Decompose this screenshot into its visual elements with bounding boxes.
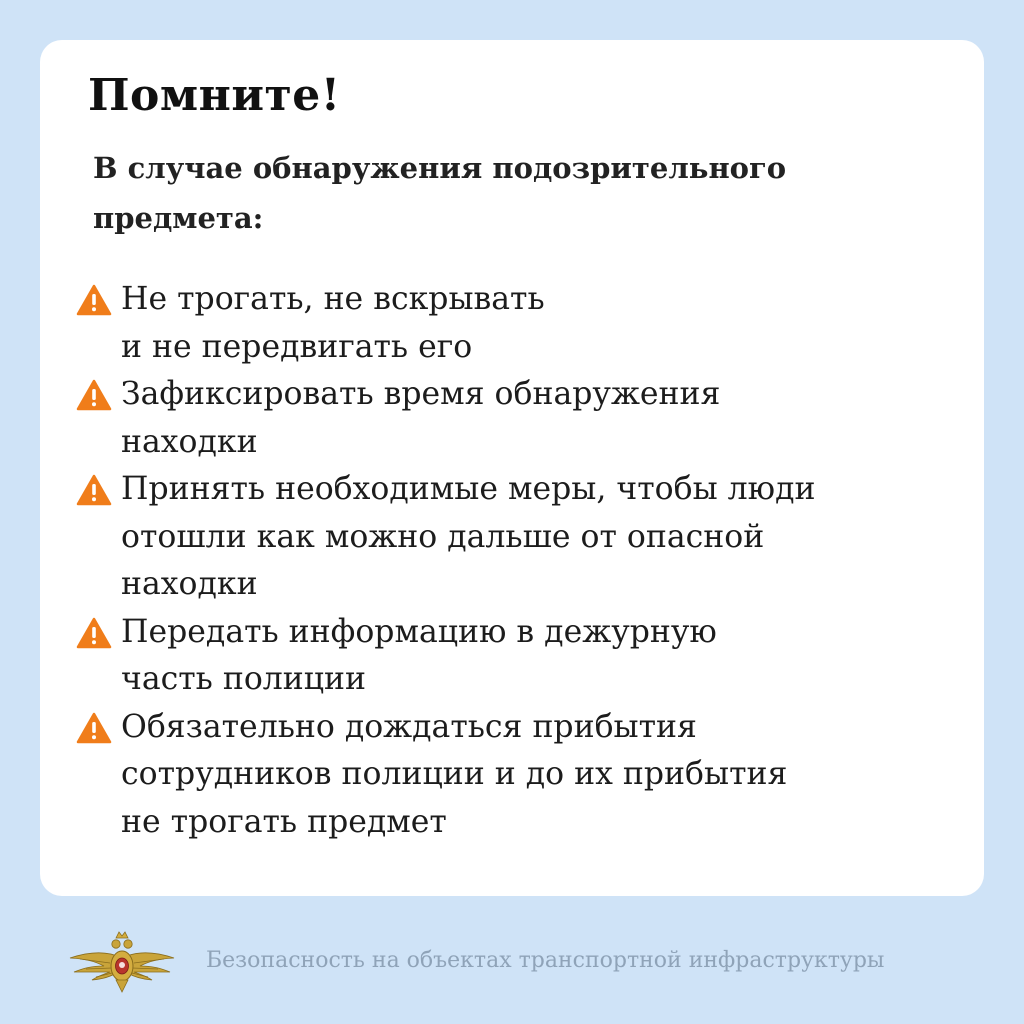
info-card xyxy=(40,40,984,896)
list-item xyxy=(76,609,976,704)
footer-caption: Безопасность на объектах транспортной инфраструктуры xyxy=(206,948,885,973)
instruction-list xyxy=(76,276,976,846)
list-item xyxy=(76,704,976,847)
list-item-text: Принять необходимые меры, чтобы люди отошли как можно дальше от опасной находки xyxy=(121,471,816,602)
page-title: Помните! xyxy=(88,70,341,121)
warning-icon xyxy=(76,284,112,316)
warning-icon xyxy=(76,379,112,411)
warning-icon xyxy=(76,474,112,506)
list-item-text: Не трогать, не вскрывать и не передвигать его xyxy=(121,281,545,365)
list-item-text: Обязательно дождаться прибытия сотрудников полиции и до их прибытия не трогать предмет xyxy=(121,708,788,840)
list-item xyxy=(76,466,976,609)
list-item xyxy=(76,276,976,371)
list-item-text: Зафиксировать время обнаружения находки xyxy=(121,376,721,460)
police-eagle-emblem-icon xyxy=(66,928,178,994)
warning-icon xyxy=(76,617,112,649)
list-item-text: Передать информацию в дежурную часть полиции xyxy=(121,613,717,697)
list-item xyxy=(76,371,976,466)
footer xyxy=(0,920,1024,1000)
warning-icon xyxy=(76,712,112,744)
subtitle: В случае обнаружения подозрительного предмета: xyxy=(93,151,787,235)
